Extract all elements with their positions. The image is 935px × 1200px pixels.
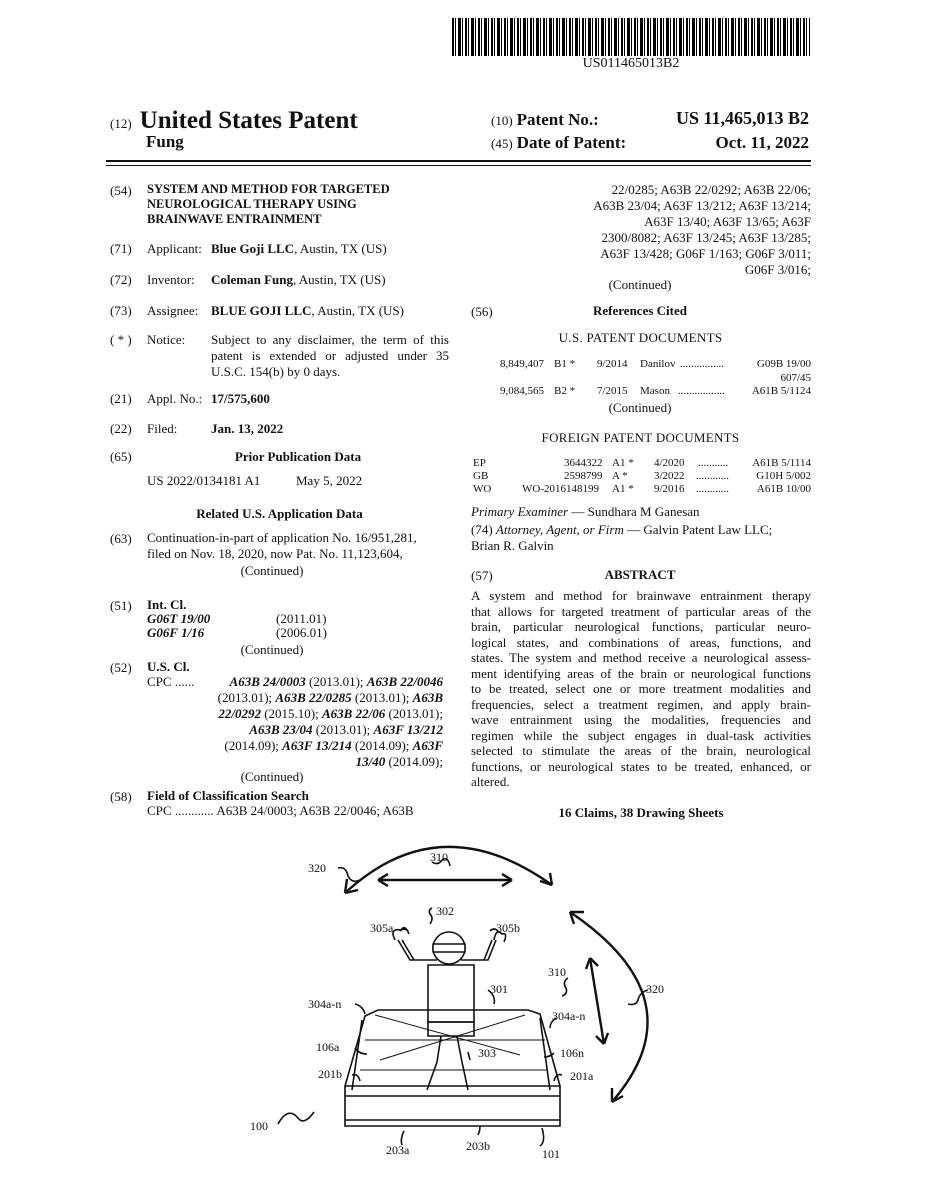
date-of-patent: Oct. 11, 2022 [715, 133, 809, 152]
int-cl-heading: Int. Cl. [147, 597, 187, 612]
code-12: (12) [110, 116, 132, 131]
cpc-continuation-line: A63F 13/40; A63F 13/65; A63F [644, 214, 811, 229]
abstract-text [471, 588, 811, 790]
doc-number: WO-2016148199 [522, 483, 599, 495]
appl-label: Appl. No.: [147, 391, 203, 406]
doc-kind: B2 * [554, 385, 576, 397]
fig-label: 305b [496, 921, 520, 935]
assignee-location: , Austin, TX (US) [311, 303, 404, 318]
notice-line: patent is extended or adjusted under 35 [211, 348, 449, 363]
cpc-label: CPC ...... [147, 674, 195, 689]
cpc-class: A63F 13/214 [282, 738, 352, 753]
doc-dots: ........... [698, 457, 729, 469]
claims-drawing-sheets: 16 Claims, 38 Drawing Sheets [558, 805, 724, 820]
primary-examiner [471, 504, 700, 520]
related-continued: (Continued) [240, 563, 304, 578]
cpc-continuation-line: G06F 3/016; [744, 262, 811, 277]
applicant-name: Blue Goji LLC [211, 241, 295, 256]
cpc-class: A63B 24/0003 [229, 674, 306, 689]
doc-country: EP [473, 457, 486, 469]
inventor-surname: Fung [146, 132, 184, 151]
filed-label: Filed: [147, 421, 178, 436]
notice-line: U.S.C. 154(b) by 0 days. [211, 364, 341, 379]
cpc-year: (2014.09); [224, 738, 283, 753]
us-cl-heading: U.S. Cl. [147, 659, 190, 674]
barcode-number: US011465013B2 [582, 56, 680, 71]
doc-class-secondary: 607/45 [780, 372, 811, 384]
prior-pub-heading: Prior Publication Data [234, 449, 362, 464]
code-10: (10) [491, 113, 513, 128]
fig-label: 203a [386, 1143, 410, 1157]
us-cl-line [147, 706, 443, 722]
related-heading: Related U.S. Application Data [196, 506, 363, 521]
abstract-line: altered. [471, 774, 510, 789]
abstract-line: brain, particular neurological functions, particular neuro- [471, 619, 811, 634]
us-cl-line [147, 754, 443, 770]
cpc-class: A63B 22/0046 [366, 674, 443, 689]
doc-class: G10H 5/002 [756, 470, 811, 482]
attorney-label: Attorney, Agent, or Firm [495, 522, 624, 537]
appl-code: (21) [110, 391, 132, 406]
top-arc-arrow [345, 847, 552, 893]
related-line: filed on Nov. 18, 2020, now Pat. No. 11,123,604, [147, 546, 403, 561]
cpc-class: 13/40 [355, 754, 386, 769]
abstract-line: regimen while the subject engages in dual-task activities [471, 727, 811, 743]
cpc-continuation-line: 2300/8082; A63F 13/245; A63F 13/285; [601, 230, 811, 245]
doc-kind: A1 * [612, 457, 634, 469]
inventor [211, 272, 386, 288]
appl-number: 17/575,600 [211, 391, 270, 406]
cpc-continued: (Continued) [608, 277, 672, 292]
int-cl-class: G06F 1/16 [147, 625, 205, 640]
doc-class: G09B 19/00 [756, 358, 811, 370]
us-cl-line [147, 738, 443, 754]
abstract-line: that allows for targeted treatment of particular areas of the [471, 603, 811, 619]
us-cl-cpc [147, 674, 443, 770]
doc-dots: ................ [680, 358, 724, 370]
fig-label: 203b [466, 1139, 490, 1153]
right-arm [461, 940, 496, 960]
doc-country: GB [473, 470, 489, 482]
patent-date-row [491, 133, 809, 153]
doc-kind: B1 * [554, 358, 576, 370]
doc-kind: A1 * [612, 483, 634, 495]
code-45: (45) [491, 136, 513, 151]
notice-label: Notice: [147, 332, 186, 347]
header-divider-2 [106, 165, 811, 166]
fig-label: 201b [318, 1067, 342, 1081]
inventor-location: , Austin, TX (US) [292, 272, 386, 287]
abstract-line: A system and method for brainwave entrainment therapy [471, 588, 811, 603]
cpc-continuation [470, 182, 811, 278]
cpc-year: (2013.01); [305, 674, 367, 689]
doc-date: 9/2014 [597, 358, 628, 370]
cpc-year: (2013.01); [351, 690, 413, 705]
abstract-line: ment identifying areas of the brain or neurological functions [471, 665, 811, 681]
assignee-label: Assignee: [147, 303, 199, 318]
abstract-line: frequencies, select a treatment regimen, and apply brain- [471, 696, 811, 712]
patent-number: US 11,465,013 B2 [675, 108, 809, 128]
inventor-label: Inventor: [147, 272, 195, 287]
belt [428, 1022, 474, 1036]
us-cl-line [147, 722, 443, 738]
fig-label: 320 [308, 861, 326, 875]
doc-number: 2598799 [564, 470, 603, 482]
cpc-class: A63B [412, 690, 443, 705]
cpc-year: (2014.09); [351, 738, 413, 753]
attorney [471, 522, 811, 554]
cpc-year: (2013.01); [217, 690, 276, 705]
int-cl-year: (2011.01) [276, 611, 327, 626]
applicant-location: , Austin, TX (US) [294, 241, 387, 256]
cpc-continuation-line: A63B 23/04; A63F 13/212; A63F 13/214; [593, 198, 811, 213]
abstract-line: states. The system and method receive a neurological assess- [471, 650, 811, 665]
fig-label: 305a [370, 921, 394, 935]
fig-label: 106a [316, 1040, 340, 1054]
cpc-class: A63B 22/06 [322, 706, 386, 721]
cpc-year: (2015.10); [260, 706, 322, 721]
filed-date: Jan. 13, 2022 [211, 421, 284, 436]
us-cl-line [147, 690, 443, 706]
fig-label: 301 [490, 982, 508, 996]
doc-date: 4/2020 [654, 457, 685, 469]
title-line: BRAINWAVE ENTRAINMENT [147, 212, 322, 226]
int-cl-continued: (Continued) [240, 642, 304, 657]
us-cl-line [147, 674, 443, 690]
us-docs-table [470, 358, 811, 428]
doc-date: 7/2015 [597, 385, 628, 397]
us-cl-continued: (Continued) [240, 769, 304, 784]
notice-text [211, 332, 449, 380]
fig-label: 106n [560, 1046, 584, 1060]
fig-label: 302 [436, 904, 454, 918]
doc-dots: ............ [696, 483, 729, 495]
cpc-continuation-line: 22/0285; A63B 22/0292; A63B 22/06; [611, 182, 811, 197]
barcode [452, 18, 810, 56]
foreign-docs-table [470, 457, 811, 499]
date-of-patent-label: Date of Patent: [516, 133, 627, 152]
abstract-line: to be treated, select one or more treatment modalities and [471, 681, 811, 696]
int-cl-year: (2006.01) [276, 625, 327, 640]
assignee-code: (73) [110, 303, 132, 318]
representative-drawing [0, 830, 935, 1200]
fig-label: 310 [430, 850, 448, 864]
doc-number: 8,849,407 [500, 358, 544, 370]
cpc-year: (2013.01); [385, 706, 443, 721]
cpc-class: A63B 23/04 [249, 722, 313, 737]
int-cl-class: G06T 19/00 [147, 611, 211, 626]
fig-label: 320 [646, 982, 664, 996]
abstract-code: (57) [471, 568, 493, 583]
doc-dots: ............ [696, 470, 729, 482]
inventor-name: Coleman Fung [211, 272, 293, 287]
doc-kind: A * [612, 470, 628, 482]
examiner-name: — Sundhara M Ganesan [568, 504, 700, 519]
cpc-class: A63B 22/0285 [275, 690, 352, 705]
doc-date: 3/2022 [654, 470, 685, 482]
title-line: NEUROLOGICAL THERAPY USING [147, 197, 357, 211]
related-text [147, 530, 449, 562]
cpc-year: (2013.01); [312, 722, 374, 737]
torso [428, 965, 474, 1022]
attorney-firm: — Galvin Patent Law LLC; [623, 522, 773, 537]
assignee [211, 303, 404, 319]
us-docs-continued: (Continued) [608, 400, 672, 415]
patent-number-row [491, 110, 809, 130]
us-cl-code: (52) [110, 660, 132, 675]
document-type: United States Patent [139, 107, 358, 134]
right-double-arrow [590, 958, 604, 1044]
abstract-line: selected to stimulate the areas of the brain, neurological [471, 743, 811, 758]
fig-label: 304a-n [308, 997, 342, 1011]
int-cl-code: (51) [110, 598, 132, 613]
prior-pub-date: May 5, 2022 [296, 473, 363, 488]
related-code: (63) [110, 531, 132, 546]
left-arm [398, 940, 437, 960]
applicant-label: Applicant: [147, 241, 202, 256]
doc-dots: ................. [678, 385, 725, 397]
inventor-code: (72) [110, 272, 132, 287]
abstract-line: functions, or neurological states to be treated, enhanced, or [471, 758, 811, 774]
doc-name: Mason [640, 385, 670, 397]
fig-label: 304a-n [552, 1009, 586, 1023]
field-search-line: CPC ............ A63B 24/0003; A63B 22/0046; A63B [147, 803, 414, 818]
invention-title [147, 182, 390, 227]
refs-heading: References Cited [593, 303, 687, 318]
title-line: SYSTEM AND METHOD FOR TARGETED [147, 182, 390, 196]
prior-pub-code: (65) [110, 449, 132, 464]
assignee-name: BLUE GOJI LLC [211, 303, 312, 318]
doc-class: A61B 5/1124 [751, 385, 811, 397]
header-divider-1 [106, 160, 811, 162]
prior-pub-number: US 2022/0134181 A1 [147, 473, 261, 488]
doc-country: WO [473, 483, 492, 495]
us-docs-heading: U.S. PATENT DOCUMENTS [558, 330, 723, 345]
field-search-heading: Field of Classification Search [147, 788, 309, 803]
abstract-line: wave entrainment using the modalities, frequencies and [471, 712, 811, 727]
abstract-heading: ABSTRACT [604, 567, 676, 582]
foreign-docs-heading: FOREIGN PATENT DOCUMENTS [541, 430, 740, 445]
fig-label: 201a [570, 1069, 594, 1083]
title-code: (54) [110, 183, 132, 198]
examiner-label: Primary Examiner [471, 504, 569, 519]
patent-number-label: Patent No.: [516, 110, 599, 129]
doc-number: 3644322 [564, 457, 603, 469]
patent-type-row [110, 107, 358, 135]
doc-class: A61B 10/00 [756, 483, 811, 495]
refs-code: (56) [471, 304, 493, 319]
filed-code: (22) [110, 421, 132, 436]
cpc-year: (2014.09); [385, 754, 443, 769]
legs [427, 1036, 468, 1090]
doc-date: 9/2016 [654, 483, 685, 495]
cpc-class: A63F 13/212 [373, 722, 443, 737]
notice-code: ( * ) [110, 332, 132, 347]
notice-line: Subject to any disclaimer, the term of this [211, 332, 449, 347]
applicant [211, 241, 387, 257]
fig-label: 303 [478, 1046, 496, 1060]
cpc-continuation-line: A63F 13/428; G06F 1/163; G06F 3/011; [600, 246, 811, 261]
attorney-name: Brian R. Galvin [471, 538, 554, 553]
attorney-code: (74) [471, 522, 493, 537]
fig-label: 310 [548, 965, 566, 979]
applicant-code: (71) [110, 241, 132, 256]
doc-name: Danilov [640, 358, 676, 370]
fig-label: 101 [542, 1147, 560, 1161]
cpc-class: A63F [412, 738, 443, 753]
doc-class: A61B 5/1114 [752, 457, 811, 469]
related-line: Continuation-in-part of application No. 16/951,281, [147, 530, 417, 545]
abstract-line: logical states, and combinations of areas, functions, and [471, 634, 811, 650]
doc-number: 9,084,565 [500, 385, 544, 397]
fig-label: 100 [250, 1119, 268, 1133]
field-search-code: (58) [110, 789, 132, 804]
cpc-class: 22/0292 [218, 706, 261, 721]
